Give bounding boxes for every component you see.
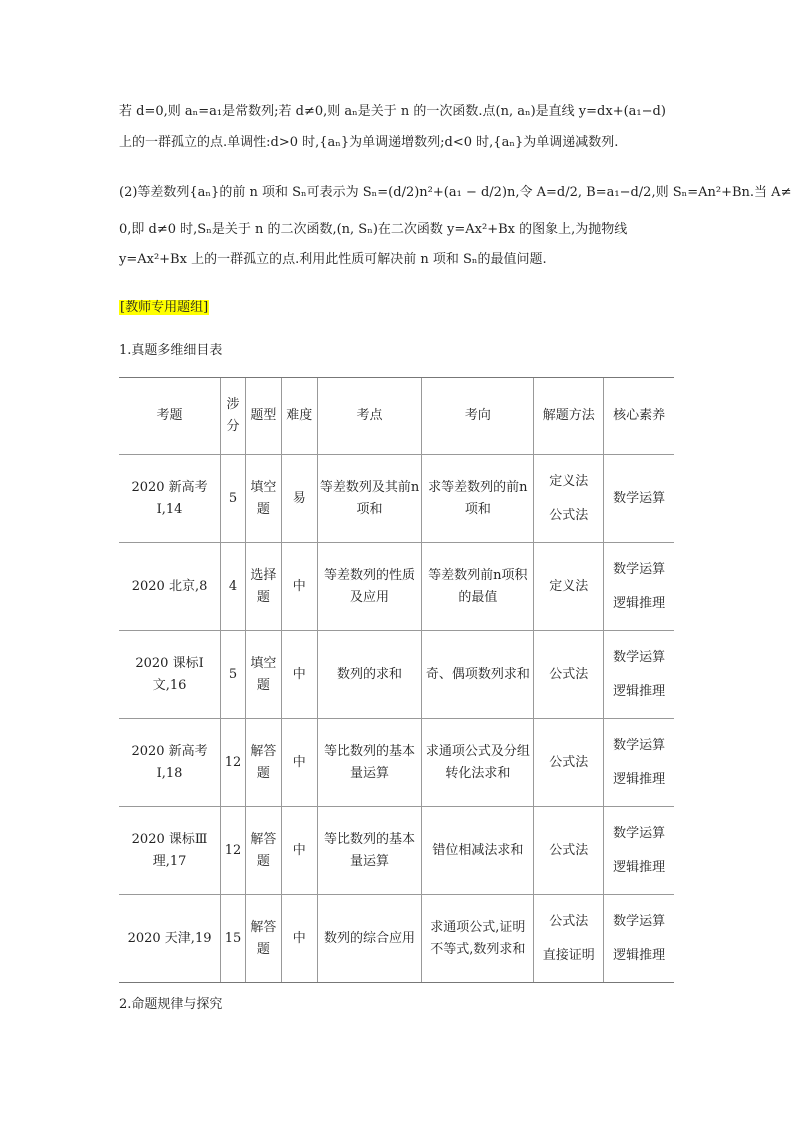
direction-cell: 错位相减法求和 <box>422 807 534 895</box>
literacy-cell <box>604 631 674 719</box>
literacy-cell-item: 数学运算 <box>613 825 666 841</box>
literacy-cell-item: 数学运算 <box>613 649 666 665</box>
type-cell: 解答题 <box>245 719 281 807</box>
literacy-cell <box>604 543 674 631</box>
exam-cell: 2020 新高考Ⅰ,18 <box>119 719 221 807</box>
header-cell: 题型 <box>245 378 281 455</box>
difficulty-cell: 中 <box>281 807 317 895</box>
type-cell: 选择题 <box>245 543 281 631</box>
paragraph-line: 若 d=0,则 aₙ=a₁是常数列;若 d≠0,则 aₙ是关于 n 的一次函数.点(n, aₙ)是直线 y=dx+(a₁−d) <box>119 104 666 119</box>
literacy-cell-item: 逻辑推理 <box>613 771 666 787</box>
method-cell <box>534 455 604 543</box>
table-row <box>119 455 674 543</box>
literacy-cell <box>604 807 674 895</box>
point-cell: 数列的综合应用 <box>317 895 422 983</box>
score-cell: 12 <box>221 719 246 807</box>
table-row <box>119 631 674 719</box>
table-body <box>119 455 674 983</box>
difficulty-cell: 中 <box>281 895 317 983</box>
direction-cell: 求通项公式,证明不等式,数列求和 <box>422 895 534 983</box>
header-cell: 考向 <box>422 378 534 455</box>
type-cell: 填空题 <box>245 455 281 543</box>
table-row <box>119 719 674 807</box>
paragraph-line: 上的一群孤立的点.单调性:d>0 时,{aₙ}为单调递增数列;d<0 时,{aₙ}为单调递减数列. <box>119 135 619 150</box>
paragraph-line: (2)等差数列{aₙ}的前 n 项和 Sₙ可表示为 Sₙ=(d/2)n²+(a₁ − d/2)n,令 A=d/2, B=a₁−d/2,则 Sₙ=An²+Bn.当 A≠ <box>119 185 792 200</box>
method-cell <box>534 719 604 807</box>
method-cell <box>534 543 604 631</box>
section-heading: 1.真题多维细目表 <box>119 343 223 358</box>
point-cell: 等比数列的基本量运算 <box>317 807 422 895</box>
point-cell: 数列的求和 <box>317 631 422 719</box>
score-cell: 4 <box>221 543 246 631</box>
literacy-cell-item: 数学运算 <box>613 561 666 577</box>
point-cell: 等比数列的基本量运算 <box>317 719 422 807</box>
method-cell-item: 公式法 <box>549 666 589 682</box>
teacher-label-wrap <box>119 296 209 318</box>
method-cell <box>534 895 604 983</box>
difficulty-cell: 易 <box>281 455 317 543</box>
score-cell: 5 <box>221 455 246 543</box>
method-cell-item: 公式法 <box>549 507 589 523</box>
exam-cell: 2020 新高考Ⅰ,14 <box>119 455 221 543</box>
method-cell-item: 公式法 <box>549 913 589 929</box>
exam-cell: 2020 课标Ⅲ理,17 <box>119 807 221 895</box>
difficulty-cell: 中 <box>281 543 317 631</box>
exam-cell: 2020 课标Ⅰ文,16 <box>119 631 221 719</box>
type-cell: 解答题 <box>245 895 281 983</box>
score-cell: 15 <box>221 895 246 983</box>
method-cell-item: 定义法 <box>549 578 589 594</box>
table-row <box>119 807 674 895</box>
point-cell: 等差数列及其前n项和 <box>317 455 422 543</box>
literacy-cell-item: 数学运算 <box>613 913 666 929</box>
header-cell: 解题方法 <box>534 378 604 455</box>
header-cell: 涉分 <box>221 378 246 455</box>
table-row <box>119 895 674 983</box>
exam-cell: 2020 天津,19 <box>119 895 221 983</box>
literacy-cell-item: 逻辑推理 <box>613 859 666 875</box>
literacy-cell <box>604 895 674 983</box>
table-header-row <box>119 378 674 455</box>
direction-cell: 求等差数列的前n项和 <box>422 455 534 543</box>
method-cell-item: 定义法 <box>549 473 589 489</box>
method-cell <box>534 631 604 719</box>
exam-detail-table <box>119 377 674 983</box>
header-cell: 核心素养 <box>604 378 674 455</box>
literacy-cell-item: 数学运算 <box>613 737 666 753</box>
literacy-cell-item: 逻辑推理 <box>613 947 666 963</box>
type-cell: 解答题 <box>245 807 281 895</box>
paragraph-line: y=Ax²+Bx 上的一群孤立的点.利用此性质可解决前 n 项和 Sₙ的最值问题. <box>119 252 547 267</box>
difficulty-cell: 中 <box>281 631 317 719</box>
literacy-cell-item: 逻辑推理 <box>613 683 666 699</box>
point-cell: 等差数列的性质及应用 <box>317 543 422 631</box>
literacy-cell-item: 逻辑推理 <box>613 595 666 611</box>
header-cell: 考点 <box>317 378 422 455</box>
difficulty-cell: 中 <box>281 719 317 807</box>
header-cell: 难度 <box>281 378 317 455</box>
score-cell: 5 <box>221 631 246 719</box>
literacy-cell <box>604 455 674 543</box>
method-cell <box>534 807 604 895</box>
literacy-cell-item: 数学运算 <box>613 490 666 506</box>
direction-cell: 求通项公式及分组转化法求和 <box>422 719 534 807</box>
method-cell-item: 公式法 <box>549 754 589 770</box>
section-heading: 2.命题规律与探究 <box>119 997 223 1012</box>
exam-cell: 2020 北京,8 <box>119 543 221 631</box>
method-cell-item: 直接证明 <box>542 947 595 963</box>
teacher-group-label: [教师专用题组] <box>120 300 209 315</box>
score-cell: 12 <box>221 807 246 895</box>
table-row <box>119 543 674 631</box>
paragraph-line: 0,即 d≠0 时,Sₙ是关于 n 的二次函数,(n, Sₙ)在二次函数 y=Ax²+Bx 的图象上,为抛物线 <box>119 222 628 237</box>
literacy-cell <box>604 719 674 807</box>
method-cell-item: 公式法 <box>549 842 589 858</box>
type-cell: 填空题 <box>245 631 281 719</box>
header-cell: 考题 <box>119 378 221 455</box>
direction-cell: 奇、偶项数列求和 <box>422 631 534 719</box>
direction-cell: 等差数列前n项积的最值 <box>422 543 534 631</box>
